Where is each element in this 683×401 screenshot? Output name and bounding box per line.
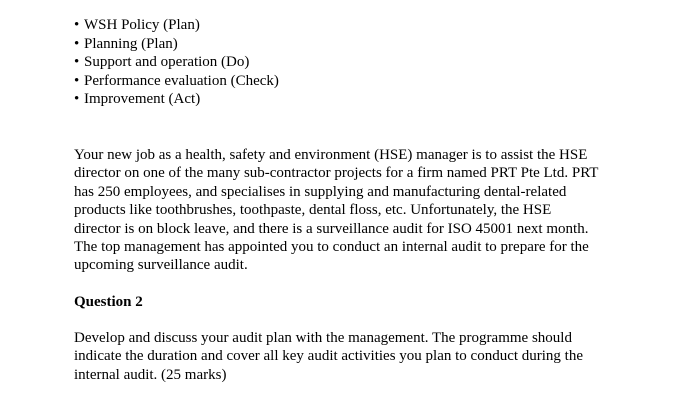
bullet-text: Improvement (Act) xyxy=(84,91,201,107)
bullet-text: WSH Policy (Plan) xyxy=(84,17,200,33)
paragraph-line: Develop and discuss your audit plan with the management. The programme should xyxy=(74,330,572,346)
paragraph-line: internal audit. (25 marks) xyxy=(74,366,227,383)
paragraph-line: has 250 employees, and specialises in supplying and manufacturing dental-related xyxy=(74,183,567,200)
list-item xyxy=(74,35,674,54)
paragraph-line: The top management has appointed you to conduct an internal audit to prepare for the xyxy=(74,239,589,256)
paragraph-line: Your new job as a health, safety and environment (HSE) manager is to assist the HSE xyxy=(74,147,588,163)
bullet-icon: • xyxy=(74,35,80,52)
paragraph-line: director on one of the many sub-contractor projects for a firm named PRT Pte Ltd. PRT xyxy=(74,165,599,182)
pdca-bullet-list xyxy=(74,16,674,109)
bullet-icon: • xyxy=(74,17,80,33)
list-item xyxy=(74,72,674,91)
bullet-text: Planning (Plan) xyxy=(84,35,178,52)
list-item xyxy=(74,90,674,109)
paragraph-line: upcoming surveillance audit. xyxy=(74,257,248,274)
bullet-icon: • xyxy=(74,72,80,89)
bullet-icon: • xyxy=(74,91,80,107)
bullet-icon: • xyxy=(74,54,80,70)
bullet-text: Performance evaluation (Check) xyxy=(84,72,279,89)
paragraph-line: indicate the duration and cover all key audit activities you plan to conduct during the xyxy=(74,348,584,365)
list-item xyxy=(74,53,674,72)
question-heading: Question 2 xyxy=(74,294,143,310)
document-body xyxy=(74,16,674,383)
list-item xyxy=(74,16,674,35)
scenario-paragraph xyxy=(74,146,644,275)
paragraph-line: director is on block leave, and there is a surveillance audit for ISO 45001 next month. xyxy=(74,220,589,237)
bullet-text: Support and operation (Do) xyxy=(84,54,250,70)
paragraph-line: products like toothbrushes, toothpaste, dental floss, etc. Unfortunately, the HSE xyxy=(74,202,552,219)
question-paragraph xyxy=(74,329,644,384)
